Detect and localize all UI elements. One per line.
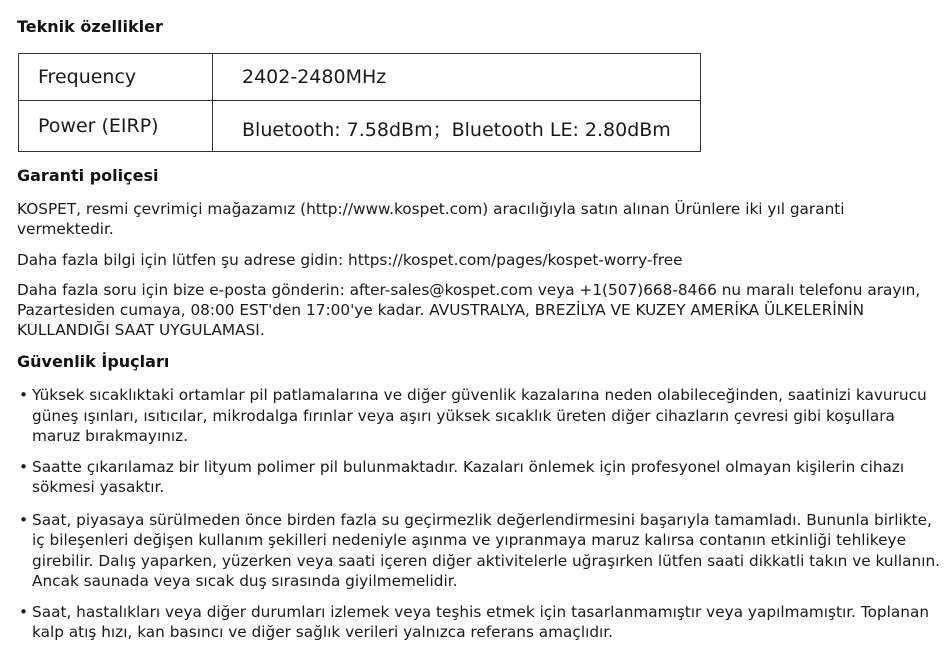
- warranty-paragraph-contact: Daha fazla soru için bize e-posta gönderin: after-sales@kospet.com veya +1(507)668-8466 nu maralı telefonu arayın, Pazartesiden cumaya, 08:00 EST'den 17:00'ye kadar. AVUSTRALYA, BREZİLYA VE KUZEY AMERİKA ÜLKELERİNİN KULLANDIĞI SAAT UYGULAMASI.: [17, 281, 921, 339]
- safety-tips-list: [17, 385, 945, 643]
- list-item: [17, 510, 945, 592]
- list-item: [17, 602, 945, 643]
- bullet-icon: •: [19, 386, 29, 404]
- spec-heading: Teknik özellikler: [17, 17, 163, 36]
- spec-value-power: Bluetooth: 7.58dBm；Bluetooth LE: 2.80dBm: [213, 101, 701, 152]
- spec-label-power: Power (EIRP): [19, 101, 213, 152]
- spec-row-power: [19, 101, 701, 152]
- list-item: [17, 457, 945, 498]
- warranty-paragraph-term: KOSPET, resmi çevrimiçi mağazamız (http://www.kospet.com) aracılığıyla satın alınan Ürünlere iki yıl garanti vermektedir.: [17, 200, 845, 238]
- warranty-paragraph-link: Daha fazla bilgi için lütfen şu adrese gidin: https://kospet.com/pages/kospet-worry-free: [17, 251, 683, 269]
- safety-tip-text: Yüksek sıcaklıktaki ortamlar pil patlamalarına ve diğer güvenlik kazalarına neden olabileceğinden, saatinizi kavurucu güneş ışınları, ısıtıcılar, mikrodalga fırınlar veya aşırı yüksek sıcaklık üreten diğer cihazların çevresi gibi koşullara maruz bırakmayınız.: [32, 386, 927, 445]
- spec-table: [18, 53, 701, 152]
- spec-value-frequency: 2402-2480MHz: [213, 54, 701, 101]
- safety-heading: Güvenlik İpuçları: [17, 352, 170, 371]
- bullet-icon: •: [19, 457, 29, 476]
- bullet-icon: •: [19, 510, 29, 529]
- safety-tip-text: Saatte çıkarılamaz bir lityum polimer pil bulunmaktadır. Kazaları önlemek için profesyonel olmayan kişilerin cihazı sökmesi yasaktır.: [32, 457, 905, 496]
- warranty-heading: Garanti poliçesi: [17, 166, 159, 185]
- bullet-icon: •: [19, 602, 29, 621]
- safety-tip-text: Saat, hastalıkları veya diğer durumları izlemek veya teşhis etmek için tasarlanmamıştır veya yapılmamıştır. Toplanan kalp atış hızı, kan basıncı ve diğer sağlık verileri yalnızca referans amaçlıdır.: [32, 602, 930, 641]
- spec-row-frequency: [19, 54, 701, 101]
- safety-tip-text: Saat, piyasaya sürülmeden önce birden fazla su geçirmezlik değerlendirmesini başarıyla tamamladı. Bununla birlikte, iç bileşenleri değişen kullanım şekilleri nedeniyle aşınma ve yıpranmaya maruz kalırsa contanın etkinliği tehlikeye girebilir. Dalış yaparken, yüzerken veya saati içeren diğer aktivitelerle uğraşırken lütfen saati dikkatli takın ve kullanın. Ancak saunada veya sıcak duş sırasında giyilmemelidir.: [32, 510, 940, 590]
- list-item: [17, 385, 945, 447]
- spec-label-frequency: Frequency: [19, 54, 213, 101]
